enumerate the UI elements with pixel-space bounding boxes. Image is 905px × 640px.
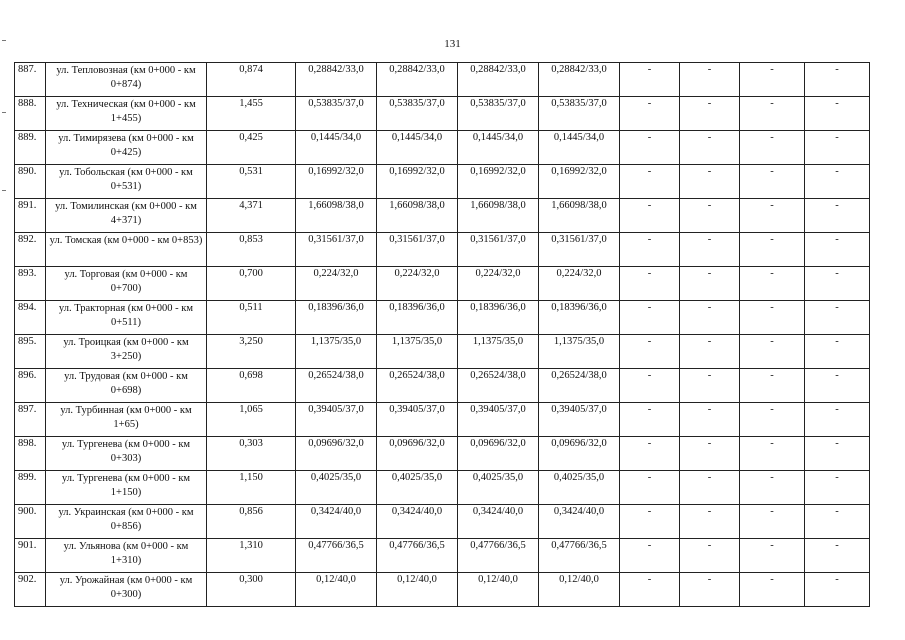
empty-value-cell-4: - — [805, 505, 870, 539]
empty-value-cell-1: - — [620, 335, 680, 369]
value-cell-2: 0,16992/32,0 — [377, 165, 458, 199]
value-cell-1: 0,39405/37,0 — [296, 403, 377, 437]
value-cell-4: 0,224/32,0 — [539, 267, 620, 301]
value-cell-2: 0,31561/37,0 — [377, 233, 458, 267]
table-row — [15, 437, 870, 471]
value-cell-4: 0,16992/32,0 — [539, 165, 620, 199]
street-name-cell: ул. Тимирязева (км 0+000 - км 0+425) — [46, 131, 207, 165]
empty-value-cell-1: - — [620, 301, 680, 335]
row-number-cell: 897. — [15, 403, 46, 437]
empty-value-cell-2: - — [680, 335, 740, 369]
length-cell: 0,531 — [207, 165, 296, 199]
street-name-cell: ул. Украинская (км 0+000 - км 0+856) — [46, 505, 207, 539]
empty-value-cell-1: - — [620, 573, 680, 607]
empty-value-cell-1: - — [620, 437, 680, 471]
value-cell-1: 0,4025/35,0 — [296, 471, 377, 505]
value-cell-4: 1,1375/35,0 — [539, 335, 620, 369]
empty-value-cell-2: - — [680, 63, 740, 97]
empty-value-cell-3: - — [740, 233, 805, 267]
value-cell-2: 0,12/40,0 — [377, 573, 458, 607]
street-name-cell: ул. Урожайная (км 0+000 - км 0+300) — [46, 573, 207, 607]
row-number-cell: 892. — [15, 233, 46, 267]
value-cell-2: 0,39405/37,0 — [377, 403, 458, 437]
table-row — [15, 63, 870, 97]
value-cell-2: 0,4025/35,0 — [377, 471, 458, 505]
length-cell: 0,300 — [207, 573, 296, 607]
empty-value-cell-2: - — [680, 131, 740, 165]
empty-value-cell-1: - — [620, 505, 680, 539]
street-name-cell: ул. Тепловозная (км 0+000 - км 0+874) — [46, 63, 207, 97]
street-name-cell: ул. Техническая (км 0+000 - км 1+455) — [46, 97, 207, 131]
length-cell: 1,065 — [207, 403, 296, 437]
empty-value-cell-3: - — [740, 335, 805, 369]
empty-value-cell-4: - — [805, 573, 870, 607]
value-cell-4: 1,66098/38,0 — [539, 199, 620, 233]
row-number-cell: 902. — [15, 573, 46, 607]
empty-value-cell-2: - — [680, 199, 740, 233]
value-cell-1: 0,53835/37,0 — [296, 97, 377, 131]
row-number-cell: 889. — [15, 131, 46, 165]
row-number-cell: 901. — [15, 539, 46, 573]
empty-value-cell-1: - — [620, 63, 680, 97]
empty-value-cell-2: - — [680, 97, 740, 131]
row-number-cell: 890. — [15, 165, 46, 199]
value-cell-2: 0,18396/36,0 — [377, 301, 458, 335]
street-name-cell: ул. Тургенева (км 0+000 - км 0+303) — [46, 437, 207, 471]
value-cell-2: 0,1445/34,0 — [377, 131, 458, 165]
value-cell-1: 0,16992/32,0 — [296, 165, 377, 199]
value-cell-2: 0,3424/40,0 — [377, 505, 458, 539]
empty-value-cell-3: - — [740, 301, 805, 335]
empty-value-cell-2: - — [680, 301, 740, 335]
scan-edge-mark — [2, 112, 6, 113]
empty-value-cell-3: - — [740, 97, 805, 131]
street-name-cell: ул. Томская (км 0+000 - км 0+853) — [46, 233, 207, 267]
row-number-cell: 896. — [15, 369, 46, 403]
length-cell: 1,150 — [207, 471, 296, 505]
row-number-cell: 899. — [15, 471, 46, 505]
empty-value-cell-4: - — [805, 301, 870, 335]
length-cell: 0,853 — [207, 233, 296, 267]
value-cell-3: 0,09696/32,0 — [458, 437, 539, 471]
street-name-cell: ул. Тракторная (км 0+000 - км 0+511) — [46, 301, 207, 335]
value-cell-4: 0,12/40,0 — [539, 573, 620, 607]
table-row — [15, 233, 870, 267]
value-cell-2: 1,66098/38,0 — [377, 199, 458, 233]
table-row — [15, 403, 870, 437]
empty-value-cell-2: - — [680, 437, 740, 471]
empty-value-cell-3: - — [740, 199, 805, 233]
value-cell-3: 0,53835/37,0 — [458, 97, 539, 131]
value-cell-3: 0,12/40,0 — [458, 573, 539, 607]
table-row — [15, 539, 870, 573]
table-row — [15, 573, 870, 607]
street-name-cell: ул. Трудовая (км 0+000 - км 0+698) — [46, 369, 207, 403]
value-cell-4: 0,31561/37,0 — [539, 233, 620, 267]
value-cell-2: 0,47766/36,5 — [377, 539, 458, 573]
street-name-cell: ул. Турбинная (км 0+000 - км 1+65) — [46, 403, 207, 437]
value-cell-2: 0,09696/32,0 — [377, 437, 458, 471]
row-number-cell: 895. — [15, 335, 46, 369]
table-row — [15, 165, 870, 199]
empty-value-cell-2: - — [680, 539, 740, 573]
value-cell-3: 0,1445/34,0 — [458, 131, 539, 165]
street-name-cell: ул. Тобольская (км 0+000 - км 0+531) — [46, 165, 207, 199]
value-cell-3: 0,31561/37,0 — [458, 233, 539, 267]
empty-value-cell-1: - — [620, 233, 680, 267]
scan-edge-mark — [2, 190, 6, 191]
empty-value-cell-4: - — [805, 199, 870, 233]
empty-value-cell-1: - — [620, 267, 680, 301]
length-cell: 1,310 — [207, 539, 296, 573]
value-cell-2: 0,224/32,0 — [377, 267, 458, 301]
table-row — [15, 369, 870, 403]
length-cell: 3,250 — [207, 335, 296, 369]
empty-value-cell-3: - — [740, 539, 805, 573]
empty-value-cell-2: - — [680, 403, 740, 437]
empty-value-cell-3: - — [740, 437, 805, 471]
table-row — [15, 471, 870, 505]
length-cell: 0,856 — [207, 505, 296, 539]
row-number-cell: 894. — [15, 301, 46, 335]
value-cell-1: 0,12/40,0 — [296, 573, 377, 607]
empty-value-cell-1: - — [620, 97, 680, 131]
table-row — [15, 199, 870, 233]
table-row — [15, 97, 870, 131]
value-cell-2: 0,28842/33,0 — [377, 63, 458, 97]
empty-value-cell-2: - — [680, 233, 740, 267]
empty-value-cell-2: - — [680, 471, 740, 505]
empty-value-cell-3: - — [740, 165, 805, 199]
length-cell: 0,874 — [207, 63, 296, 97]
empty-value-cell-1: - — [620, 199, 680, 233]
empty-value-cell-4: - — [805, 335, 870, 369]
value-cell-4: 0,53835/37,0 — [539, 97, 620, 131]
empty-value-cell-3: - — [740, 369, 805, 403]
empty-value-cell-1: - — [620, 131, 680, 165]
length-cell: 0,700 — [207, 267, 296, 301]
value-cell-3: 0,18396/36,0 — [458, 301, 539, 335]
table-row — [15, 267, 870, 301]
empty-value-cell-2: - — [680, 573, 740, 607]
table-body — [15, 63, 870, 607]
empty-value-cell-4: - — [805, 471, 870, 505]
empty-value-cell-4: - — [805, 131, 870, 165]
empty-value-cell-4: - — [805, 539, 870, 573]
row-number-cell: 900. — [15, 505, 46, 539]
empty-value-cell-2: - — [680, 505, 740, 539]
street-name-cell: ул. Троицкая (км 0+000 - км 3+250) — [46, 335, 207, 369]
empty-value-cell-3: - — [740, 403, 805, 437]
row-number-cell: 888. — [15, 97, 46, 131]
street-name-cell: ул. Тургенева (км 0+000 - км 1+150) — [46, 471, 207, 505]
value-cell-3: 1,1375/35,0 — [458, 335, 539, 369]
value-cell-4: 0,09696/32,0 — [539, 437, 620, 471]
value-cell-1: 0,18396/36,0 — [296, 301, 377, 335]
length-cell: 0,303 — [207, 437, 296, 471]
empty-value-cell-1: - — [620, 471, 680, 505]
value-cell-3: 0,16992/32,0 — [458, 165, 539, 199]
value-cell-3: 0,47766/36,5 — [458, 539, 539, 573]
value-cell-4: 0,47766/36,5 — [539, 539, 620, 573]
table-row — [15, 505, 870, 539]
value-cell-3: 1,66098/38,0 — [458, 199, 539, 233]
empty-value-cell-4: - — [805, 403, 870, 437]
street-name-cell: ул. Ульянова (км 0+000 - км 1+310) — [46, 539, 207, 573]
empty-value-cell-4: - — [805, 267, 870, 301]
table-row — [15, 335, 870, 369]
empty-value-cell-3: - — [740, 131, 805, 165]
empty-value-cell-3: - — [740, 573, 805, 607]
row-number-cell: 893. — [15, 267, 46, 301]
empty-value-cell-4: - — [805, 233, 870, 267]
value-cell-1: 0,31561/37,0 — [296, 233, 377, 267]
empty-value-cell-4: - — [805, 437, 870, 471]
value-cell-4: 0,26524/38,0 — [539, 369, 620, 403]
value-cell-3: 0,26524/38,0 — [458, 369, 539, 403]
street-name-cell: ул. Торговая (км 0+000 - км 0+700) — [46, 267, 207, 301]
page-number: 131 — [444, 38, 461, 50]
empty-value-cell-3: - — [740, 267, 805, 301]
value-cell-2: 0,26524/38,0 — [377, 369, 458, 403]
value-cell-3: 0,39405/37,0 — [458, 403, 539, 437]
table-row — [15, 131, 870, 165]
value-cell-1: 0,28842/33,0 — [296, 63, 377, 97]
value-cell-2: 1,1375/35,0 — [377, 335, 458, 369]
empty-value-cell-4: - — [805, 369, 870, 403]
empty-value-cell-2: - — [680, 165, 740, 199]
value-cell-3: 0,224/32,0 — [458, 267, 539, 301]
length-cell: 0,511 — [207, 301, 296, 335]
value-cell-4: 0,1445/34,0 — [539, 131, 620, 165]
value-cell-1: 0,26524/38,0 — [296, 369, 377, 403]
value-cell-4: 0,18396/36,0 — [539, 301, 620, 335]
value-cell-4: 0,4025/35,0 — [539, 471, 620, 505]
row-number-cell: 891. — [15, 199, 46, 233]
value-cell-1: 0,3424/40,0 — [296, 505, 377, 539]
length-cell: 0,425 — [207, 131, 296, 165]
row-number-cell: 887. — [15, 63, 46, 97]
empty-value-cell-3: - — [740, 63, 805, 97]
value-cell-3: 0,3424/40,0 — [458, 505, 539, 539]
empty-value-cell-2: - — [680, 369, 740, 403]
length-cell: 1,455 — [207, 97, 296, 131]
empty-value-cell-4: - — [805, 165, 870, 199]
value-cell-4: 0,39405/37,0 — [539, 403, 620, 437]
empty-value-cell-1: - — [620, 403, 680, 437]
value-cell-3: 0,4025/35,0 — [458, 471, 539, 505]
value-cell-1: 1,66098/38,0 — [296, 199, 377, 233]
road-table — [14, 62, 870, 607]
empty-value-cell-1: - — [620, 539, 680, 573]
empty-value-cell-1: - — [620, 369, 680, 403]
empty-value-cell-3: - — [740, 471, 805, 505]
value-cell-4: 0,28842/33,0 — [539, 63, 620, 97]
value-cell-1: 0,1445/34,0 — [296, 131, 377, 165]
street-name-cell: ул. Томилинская (км 0+000 - км 4+371) — [46, 199, 207, 233]
empty-value-cell-4: - — [805, 97, 870, 131]
value-cell-4: 0,3424/40,0 — [539, 505, 620, 539]
empty-value-cell-4: - — [805, 63, 870, 97]
value-cell-1: 0,09696/32,0 — [296, 437, 377, 471]
length-cell: 4,371 — [207, 199, 296, 233]
value-cell-1: 0,47766/36,5 — [296, 539, 377, 573]
value-cell-3: 0,28842/33,0 — [458, 63, 539, 97]
empty-value-cell-1: - — [620, 165, 680, 199]
value-cell-1: 1,1375/35,0 — [296, 335, 377, 369]
value-cell-1: 0,224/32,0 — [296, 267, 377, 301]
row-number-cell: 898. — [15, 437, 46, 471]
table-row — [15, 301, 870, 335]
empty-value-cell-3: - — [740, 505, 805, 539]
value-cell-2: 0,53835/37,0 — [377, 97, 458, 131]
length-cell: 0,698 — [207, 369, 296, 403]
empty-value-cell-2: - — [680, 267, 740, 301]
